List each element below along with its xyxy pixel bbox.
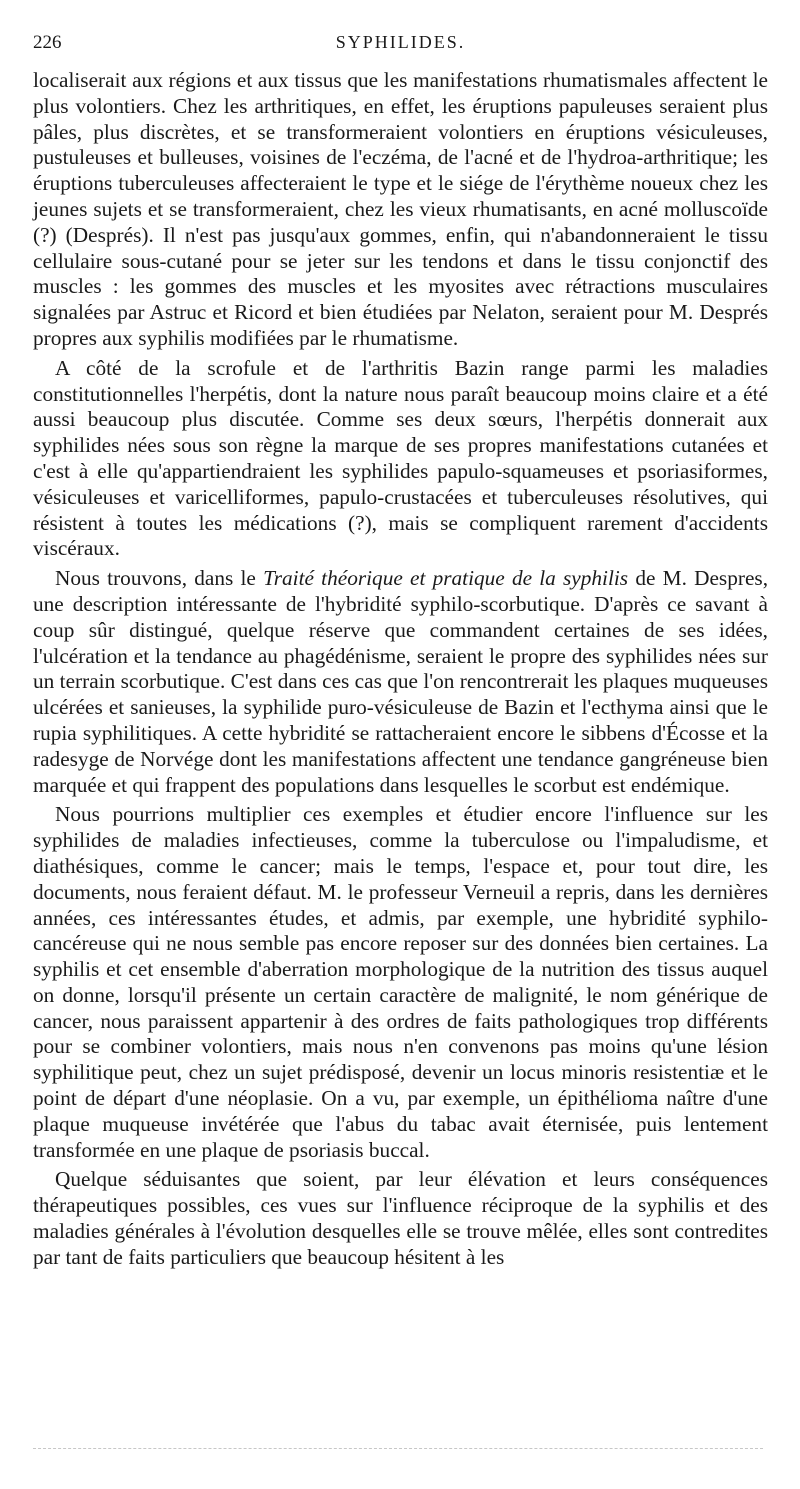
paragraph-continuation: localiserait aux régions et aux tissus que les manifestations rhumatismales affectent le plus volontiers. Chez les arthritiques, en effet, les éruptions papuleuses seraient plus pâles, plus discrètes, et se transformeraient volontiers en éruptions vésiculeuses, pustuleuses et bulleuses, voisines de l'eczéma, de l'acné et de l'hydroa-arthritique; les éruptions tuberculeuses affecteraient le type et le siége de l'érythème noueux chez les jeunes sujets et se transformeraient, chez les vieux rhumatisants, en acné molluscoïde (?) (Després). Il n'est pas jusqu'aux gommes, enfin, qui n'abandonneraient le tissu cellulaire sous-cutané pour se jeter sur les tendons et dans le tissu conjonctif des muscles : les gommes des muscles et les myosites avec rétractions musculaires signalées par Astruc et Ricord et bien étudiées par Nelaton, seraient pour M. Després propres aux syphilis modifiées par le rhumatisme. — [33, 68, 768, 350]
page-number: 226 — [33, 32, 62, 53]
body-text — [33, 68, 768, 1271]
paragraph-scorbutique-lead: Nous trouvons, dans le — [55, 566, 256, 591]
running-title: SYPHILIDES. — [335, 32, 466, 52]
paragraph-conclusion: Quelque séduisantes que soient, par leur élévation et leurs conséquences thérapeutiques possibles, ces vues sur l'influence réciproque de la syphilis et des maladies générales à l'évolution desquelles elle se trouve mêlée, elles sont contredites par tant de faits particuliers que beaucoup hésitent à les — [33, 1167, 768, 1269]
paragraph-scorbutique-body: de M. Despres, une description intéressante de l'hybridité syphilo-scorbutique. D'après ce savant à coup sûr distingué, quelque réserve que commandent certaines de ses idées, l'ulcération et la tendance au phagédénisme, seraient le propre des syphilides nées sur un terrain scorbutique. C'est dans ces cas que l'on rencontrerait les plaques muqueuses ulcérées et sanieuses, la syphilide puro-vésiculeuse de Bazin et l'ecthyma ainsi que le rupia syphilitiques. A cette hybridité se rattacheraient encore le sibbens d'Écosse et la radesyge de Norvége dont les manifestations affectent une tendance gangréneuse bien marquée et qui frappent des populations dans lesquelles le scorbut est endémique. — [33, 566, 769, 797]
paragraph-maladies-infectieuses: Nous pourrions multiplier ces exemples et étudier encore l'influence sur les syphilides de maladies infectieuses, comme la tuberculose ou l'impaludisme, et diathésiques, comme le cancer; mais le temps, l'espace et, pour tout dire, les documents, nous feraient défaut. M. le professeur Verneuil a repris, dans les dernières années, ces intéressantes études, et admis, par exemple, une hybridité syphilo-cancéreuse qui ne nous semble pas encore reposer sur des données bien certaines. La syphilis et cet ensemble d'aberration morphologique de la nutrition des tissus auquel on donne, lorsqu'il présente un certain caractère de malignité, le nom générique de cancer, nous paraissent appartenir à des ordres de faits pathologiques trop différents pour se combiner volontiers, mais nous n'en convenons pas moins qu'une lésion syphilitique peut, chez un sujet prédisposé, devenir un locus minoris resistentiæ et le point de départ d'une néoplasie. On a vu, par exemple, un épithélioma naître d'une plaque muqueuse invétérée que l'abus du tabac avait éternisée, puis lentement transformée en une plaque de psoriasis buccal. — [33, 802, 768, 1162]
book-page — [33, 24, 768, 1271]
book-title-italic: Traité théorique et pratique de la syphilis — [263, 566, 629, 591]
paragraph-herpetis: A côté de la scrofule et de l'arthritis Bazin range parmi les maladies constitutionnelles l'herpétis, dont la nature nous paraît beaucoup moins claire et a été aussi beaucoup plus discutée. Comme ses deux sœurs, l'herpétis donnerait aux syphilides nées sous son règne la marque de ses propres manifestations cutanées et c'est à elle qu'appartiendraient les syphilides papulo-squameuses et psoriasiformes, vésiculeuses et varicelliformes, papulo-crustacées et tuberculeuses résolutives, qui résistent à toutes les médications (?), mais se compliquent rarement d'accidents viscéraux. — [33, 355, 768, 561]
paragraph-scorbutique — [33, 566, 768, 798]
footer-rule — [33, 1448, 763, 1449]
page-header — [33, 24, 768, 54]
